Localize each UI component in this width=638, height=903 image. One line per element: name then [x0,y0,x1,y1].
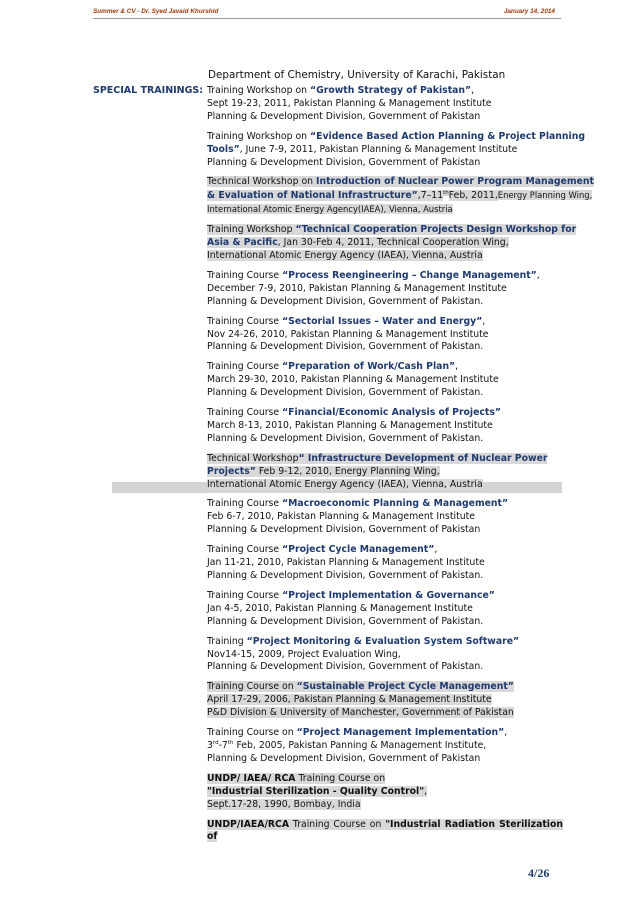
training-entry [207,130,586,170]
training-text: Training Course [207,315,283,327]
training-text: , [434,544,438,556]
training-entry [207,361,563,400]
training-line [207,694,563,707]
training-text: Training Course [207,407,283,419]
training-line [207,361,563,374]
header-left-text: Summer & CV - Dr. Syed Javaid Khurshid [93,8,219,15]
training-text: Training Course on [207,727,297,739]
training-text: Planning & Development Division, Government of Pakistan [207,752,481,764]
training-line [207,616,563,629]
training-entry [207,498,563,537]
training-text: Planning & Development Division, Government of Pakistan. [207,295,484,307]
header-date: January 14, 2014 [503,8,555,15]
department-line: Department of Chemistry, University of Karachi, Pakistan [208,69,506,81]
training-line [207,176,594,189]
training-line [207,649,563,662]
training-text: Sept.17-28, 1990, Bombay, India [207,798,361,810]
training-text: Training Course [207,544,283,556]
training-title: “Preparation of Work/Cash Plan” [282,361,456,373]
training-line [207,407,563,420]
training-text: Planning & Development Division, Government of Pakistan [207,110,481,122]
training-text: , [504,727,508,739]
training-line [207,420,563,433]
training-title: Tools” [207,143,240,155]
training-text: Training Course [207,361,283,373]
training-text: Training Course [207,589,283,601]
training-text: April 17-29, 2006, Pakistan Planning & Management Institute [207,694,492,706]
training-entry [207,407,563,446]
training-line [207,85,563,98]
training-title: “Growth Strategy of Pakistan” [310,85,472,96]
training-line [207,270,563,283]
training-entry [207,176,594,217]
training-line [207,590,563,603]
training-text: rd [212,739,219,746]
training-text: Planning & Development Division, Government of Pakistan. [207,341,484,353]
training-line [207,157,563,170]
training-text: Jan 11-21, 2010, Pakistan Planning & Management Institute [207,557,485,569]
training-text: Feb 6-7, 2010, Pakistan Planning & Management Institute [207,511,475,523]
training-entry [207,636,563,675]
training-line [207,707,563,720]
training-text: March 8-13, 2010, Pakistan Planning & Management Institute [207,419,493,431]
training-title: "Industrial Sterilization - Quality Control" [207,785,425,797]
training-text: International Atomic Energy Agency (IAEA), Vienna, Austria [207,478,483,490]
training-text: 3 [207,739,213,751]
training-title: Introduction of Nuclear Power Program Management [316,176,594,188]
training-entry [207,773,563,812]
training-text: P&D Division & University of Manchester, Government of Pakistan [207,707,514,719]
training-text: Feb, 2011, [448,190,498,202]
training-text: , [536,269,540,281]
header-rule [93,18,561,19]
training-title: “Sectorial Issues – Water and Energy” [282,315,483,327]
training-text: Planning & Development Division, Government of Pakistan [207,524,481,536]
training-title: “Technical Cooperation Projects Design Workshop for [295,224,577,236]
training-text: Planning & Development Division, Government of Pakistan [207,156,481,168]
training-entry [207,681,563,720]
training-entry [207,224,577,263]
training-line [207,250,563,263]
training-line [207,819,563,845]
training-line [207,144,563,157]
training-title: “Macroeconomic Planning & Management” [282,498,509,510]
page-number: 4/26 [528,866,550,880]
training-line [207,296,563,309]
training-text: Training Course on [289,818,386,830]
training-title: “Sustainable Project Cycle Management” [296,681,514,693]
training-entry [207,727,563,766]
training-line [207,203,563,217]
training-text: International Atomic Energy Agency (IAEA), Vienna, Austria [207,249,483,261]
training-line [207,753,563,766]
training-title: “ Infrastructure Development of Nuclear Power [298,452,548,464]
training-text: Sept 19-23, 2011, Pakistan Planning & Management Institute [207,97,492,109]
training-text: Technical Workshop on [207,176,317,188]
training-line [207,786,563,799]
training-text: Energy Planning Wing, [497,190,593,201]
training-line [207,570,563,583]
training-line [207,387,563,400]
training-text: Nov 24-26, 2010, Pakistan Planning & Management Institute [207,328,489,340]
training-text: , [471,85,475,96]
training-line [207,524,563,537]
training-line [207,374,563,387]
training-title: “Project Implementation & Governance” [282,589,495,601]
training-line [207,773,563,786]
training-text: ,7–11 [417,190,444,202]
training-title: “Financial/Economic Analysis of Projects” [282,407,502,419]
training-text: Planning & Development Division, Government of Pakistan. [207,615,484,627]
training-text: Training Course on [207,681,297,693]
training-line [207,130,586,144]
training-line [207,511,563,524]
training-line [207,316,563,329]
training-line [207,661,563,674]
training-line [207,544,563,557]
training-text: Feb, 2005, Pakistan Panning & Management Institute, [233,739,487,751]
training-line [207,727,563,740]
training-text: Training [207,635,247,647]
training-title: "Industrial Radiation Sterilization of [207,818,563,843]
training-line [207,237,563,250]
training-text: Training Course [207,269,283,281]
training-line [207,557,563,570]
training-entry [207,85,563,124]
training-line [207,498,563,511]
training-title: Projects” [207,465,256,477]
training-title: “Project Management Implementation” [296,727,505,739]
training-text: Planning & Development Division, Government of Pakistan. [207,570,484,581]
training-title: & Evaluation of National Infrastructure” [207,190,418,202]
training-line [207,740,563,753]
training-entry [207,544,563,583]
training-line [207,329,563,342]
training-text: Planning & Development Division, Government of Pakistan. [207,387,484,399]
training-text: International Atomic Energy Agency(IAEA), Vienna, Austria [207,204,453,215]
training-line [207,681,563,694]
training-text: th [443,190,449,197]
training-title: UNDP/ IAEA/ RCA [207,772,296,784]
training-text: Feb 9-12, 2010, Energy Planning Wing, [255,465,440,477]
training-text: Planning & Development Division, Government of Pakistan. [207,661,484,673]
training-text: th [227,739,234,746]
training-line [207,466,563,479]
training-entry [207,270,563,309]
training-entry [207,316,563,355]
training-text: , [482,315,486,327]
training-entry [207,453,563,492]
training-text: , [455,361,459,373]
training-text: December 7-9, 2010, Pakistan Planning & Management Institute [207,282,507,294]
training-text: , Jan 30-Feb 4, 2011, Technical Cooperation Wing, [277,237,509,249]
section-label-text: SPECIAL TRAININGS: [93,85,204,96]
training-line [207,433,563,446]
training-text: Jan 4-5, 2010, Pakistan Planning & Management Institute [207,602,473,614]
training-text: Training Workshop on [207,130,310,142]
training-line [207,603,563,616]
training-line [207,453,563,466]
training-title: “Project Cycle Management” [282,544,435,556]
training-line [207,98,563,111]
training-text: Training Workshop [207,224,296,236]
training-line [207,224,577,237]
training-line [207,479,563,492]
training-line [207,111,563,124]
training-line [207,799,563,812]
training-text: Technical Workshop [207,452,299,464]
training-title: UNDP/IAEA/RCA [207,818,290,830]
training-text: Planning & Development Division, Government of Pakistan. [207,432,484,444]
training-line [207,636,563,649]
training-text: , [424,785,428,797]
training-title: “Project Monitoring & Evaluation System Software” [246,635,520,647]
training-line [207,189,593,203]
training-title: “Process Reengineering – Change Management” [282,269,537,281]
training-list [207,85,594,851]
training-text: , June 7-9, 2011, Pakistan Planning & Management Institute [239,143,518,155]
training-line [207,283,563,296]
training-entry [207,819,563,845]
training-entry [207,590,563,629]
training-line [207,341,563,354]
training-text: Training Workshop on [207,85,310,96]
training-text: Training Course [207,498,283,510]
training-text: Training Course on [295,772,386,784]
section-label [93,85,203,96]
training-text: Nov14-15, 2009, Project Evaluation Wing, [207,648,401,660]
training-text: March 29-30, 2010, Pakistan Planning & Management Institute [207,374,499,386]
training-title: Asia & Pacific [207,237,278,249]
training-title: “Evidence Based Action Planning & Project Planning [310,130,586,142]
training-text: -7 [218,739,228,751]
